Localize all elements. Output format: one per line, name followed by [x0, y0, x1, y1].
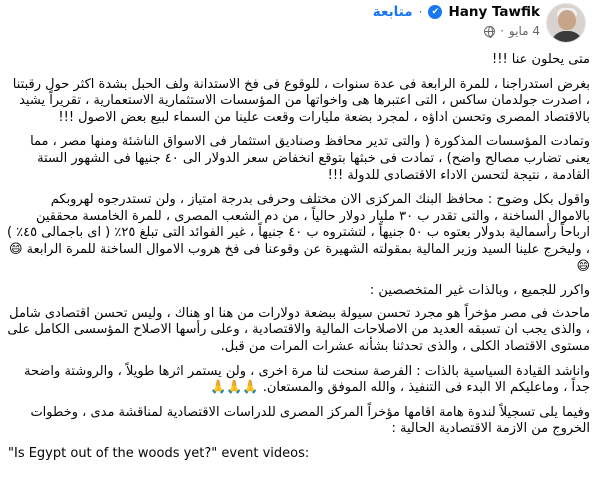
- author-name[interactable]: Hany Tawfik: [448, 4, 540, 20]
- post-content: [6, 52, 592, 438]
- author-line: [373, 4, 540, 20]
- post-paragraph: متى يحلون عنا !!!: [492, 52, 590, 67]
- post-paragraph: وتمادت المؤسسات المذكورة ( والتى تدير محافظ وصناديق استثمار فى الاسواق الناشئة ومنها مصر ، مما يعنى تضارب مصالح واضح) ، تمادت فى خبثها بتوقع انخفاض سعر الدولار الى ٤٠ جنيها فى الشهور الستة القادمة ، نتيجة لتحسن الاداء الاقتصادى للدولة !!!: [30, 134, 590, 183]
- post-header: [6, 0, 592, 52]
- separator-dot: ·: [418, 5, 423, 19]
- post-meta: [484, 24, 540, 38]
- post-paragraph: وفيما يلى تسجيلاً لندوة هامة اقامها مؤخراً المركز المصرى للدراسات الاقتصادية لمناقشة مدى ، وخطوات الخروج من الازمة الاقتصادية الحالية :: [30, 404, 590, 437]
- video-caption: "Is Egypt out of the woods yet?" event videos:: [8, 445, 310, 461]
- meta-separator-dot: ·: [500, 24, 504, 38]
- post-paragraph: واكرر للجميع ، وبالذات غير المتخصصين :: [369, 283, 590, 299]
- globe-icon[interactable]: [484, 26, 495, 37]
- post-date[interactable]: 4 مايو: [508, 24, 540, 38]
- post-paragraph: واقول بكل وضوح : محافظ البنك المركزى الان مختلف وحرفى بدرجة امتياز ، ولن تستدرجوه لهروبكم بالاموال الساخنة ، والتى تقدر ب ٣٠ مليار دولار حالياً ، من دم الشعب المصرى ، للمرة الخامسة محققين ارباحاً رأسمالية بدولار بعتوه ب ٥٠ جنيهاً ، لتشتروه ب ٤٠ جنيهاً ، غير الفوائد التى تبلغ ٢٥٪ ( اى باجمالى ٤٥٪ ) ، وليخرج علينا السيد وزير المالية بمقولته الشهيرة عن وقوعنا فى فخ هروب الاموال الساخنة للمرة الرابعة 😄 😄: [6, 192, 590, 274]
- post-paragraph: واناشد القيادة السياسية بالذات : الفرصة سنحت لنا مرة اخرى ، ولن يستمر اثرها طويلاً ، والروشتة واضحة جداً ، وماعليكم الا البدء فى التنفيذ ، والله الموفق والمستعان. 🙏🙏🙏: [24, 363, 590, 396]
- follow-button[interactable]: متابعة: [372, 4, 413, 20]
- post-paragraph: ماحدث فى مصر مؤخراً هو مجرد تحسن سيولة ببضعة دولارات من هنا او هناك ، وليس تحسن اقتصادى شامل ، والذى يجب ان تسبقه العديد من الاصلاحات المالية والاقتصادية ، وعلى رأسها الاصلاح المؤسسى الكامل على مستوى الاقتصاد الكلى ، والذى تحدثنا بشأنه عشرات المرات من قبل.: [7, 305, 590, 354]
- verified-badge-icon: ✔: [428, 5, 442, 19]
- avatar[interactable]: [546, 3, 586, 43]
- avatar-body: [551, 31, 583, 43]
- avatar-head: [558, 10, 576, 30]
- post-paragraph: بغرض استدراجنا ، للمرة الرابعة فى عدة سنوات ، للوقوع فى فخ الاستدانة ولف الحبل بشدة اكثر حول رقبتنا ، اصدرت جولدمان ساكس ، التى اعتبرها هى واخواتها من المؤسسات الاستثمارية الاستعمارية ، تقريراً يشيد بالاقتصاد المصرى وتحسن اداؤه ، لمجرد بضعة مليارات وقعت علينا من السماء لبيع بعض الاصول !!!: [12, 76, 590, 125]
